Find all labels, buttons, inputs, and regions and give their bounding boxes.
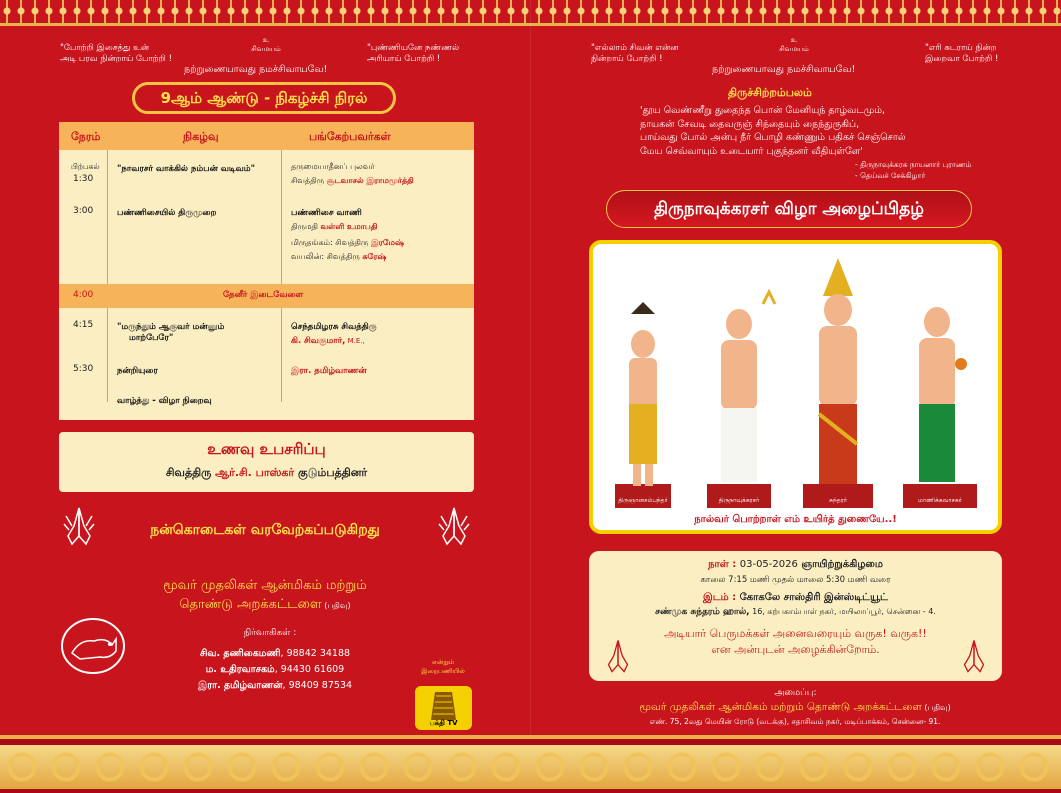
row4-event: நன்றியுரை — [117, 366, 158, 376]
event-address: சண்முக சுந்தரம் ஹால், 16, கற்பகாம்பாள் நகர், மயிலாப்பூர், சென்னை - 4. — [655, 607, 936, 617]
right-shivamayam: உ சிவமயம் — [779, 36, 809, 53]
row4-participant: இரா. தமிழ்வாணன் — [291, 366, 367, 376]
saint-label: திருநாவுக்கரசர் — [718, 497, 760, 504]
event-date: நாள் : 03-05-2026 ஞாயிற்றுக்கிழமை — [708, 559, 883, 570]
saint-label: மாணிக்கவாசகர் — [918, 497, 962, 504]
header-participants: பங்கேற்பவர்கள் — [309, 130, 391, 143]
left-nattrunai: நற்றுணையாவது நமச்சிவாயவே! — [184, 64, 328, 75]
left-quote-2: "புண்ணியனே நண்ணல் அரியாய் போற்றி ! — [367, 43, 460, 64]
schedule-header — [59, 122, 474, 150]
nandi-logo-icon — [60, 617, 126, 675]
row3-event: "மருந்தும் ஆகுவர் மன்னும் மாற்பேரே" — [117, 322, 225, 343]
organiser-name: மூவர் முதலிகள் ஆன்மிகம் மற்றும் தொண்டு அறக்கட்டளை (பதிவு) — [639, 701, 951, 713]
program-title: 9ஆம் ஆண்டு - நிகழ்ச்சி நிரல் — [132, 82, 396, 114]
verse-source: - திருநாவுக்கரசு நாயனார் புராணம் - தெய்வச் சேக்கிழார் — [855, 160, 972, 180]
row5-event: வாழ்த்து - விழா நிறைவு — [117, 396, 212, 406]
fold-line — [530, 0, 531, 735]
trust-name: மூவர் முதலிகள் ஆன்மிகம் மற்றும் தொண்டு அறக்கட்டளை (பதிவு) — [163, 578, 367, 612]
praying-hands-icon — [959, 637, 989, 675]
invitation-title: திருநாவுக்கரசர் விழா அழைப்பிதழ் — [606, 190, 972, 228]
admin-3: இரா. தமிழ்வாணன், 98409 87534 — [197, 680, 353, 691]
saint-label: திருஞானசம்பந்தர் — [618, 497, 668, 504]
praying-hands-icon — [437, 504, 471, 548]
col-divider — [107, 308, 108, 402]
right-nattrunai: நற்றுணையாவது நமச்சிவாயவே! — [712, 64, 856, 75]
saint-label: சுந்தரர் — [829, 497, 847, 504]
row3-time: 4:15 — [73, 320, 94, 330]
col-divider — [107, 150, 108, 284]
admin-1: சிவ. தணிகைமணி, 98842 34188 — [199, 648, 351, 659]
verse: 'தூய வெண்ணீறு துதைந்த பொன் மேனியுந் தாழ்வடமும், நாயகன் சேவடி தைவருஞ் சிந்தையும் நைந்துருகிப், பாய்வது போல் அன்பு நீர் பொழி கண்ணும் பதிகச் செஞ்சொல் மேய செவ்வாயும் உடையார் புகுந்தனர் வீதியுள்ளே' — [640, 105, 906, 157]
row2-event: பண்ணிசையில் திருமுறை — [117, 208, 217, 218]
organiser-label: அமைப்பு: — [774, 688, 817, 698]
row1-time: 1:30 — [73, 174, 94, 184]
food-box — [59, 432, 474, 492]
row1-time-label: பிற்பகல் — [71, 162, 100, 171]
bakthi-tagline: என்றும் இறைபணியில் — [421, 658, 465, 675]
row2-participant: பண்ணிசை வாணி — [291, 208, 362, 218]
row2-mridangam: மிருதங்கம்: சிவத்திரு இரமேஷ் — [291, 238, 404, 247]
row2-participant-name: திருமதி வள்ளி உமாபதி — [291, 222, 378, 231]
left-quote-1: "போற்றி இசைத்து உன் அடி பரவ நின்றாய் போற்றி ! — [60, 43, 172, 64]
break-time: 4:00 — [73, 290, 94, 300]
schedule-table — [59, 122, 474, 420]
right-quote-2: "எரி சுடராய் நின்ற இறைவா போற்றி ! — [925, 43, 999, 64]
row3-participant-name: கி. சிவகுமார், M.E., — [291, 336, 365, 346]
bottom-border — [0, 735, 1061, 793]
row1-participant-name: சிவத்திரு சூடவாசல் இராமமூர்த்தி — [291, 176, 414, 185]
right-quote-1: "எல்லாம் சிவன் என்ன நின்றாய் போற்றி ! — [591, 43, 679, 64]
row1-event: "நாவரசர் வாக்கில் நம்பன் வடிவம்" — [117, 164, 256, 174]
row2-violin: வயலின்: சிவத்திரு சுரேஷ் — [291, 252, 387, 261]
praying-hands-icon — [603, 637, 633, 675]
row3-participant: செந்தமிழரசு சிவத்திரு — [291, 322, 377, 332]
col-divider — [281, 150, 282, 284]
event-venue: இடம் : கோகலே சாஸ்திரி இன்ஸ்டிட்யூட் — [702, 592, 889, 603]
sirappu-title: திருச்சிற்றம்பலம் — [728, 86, 812, 99]
event-details — [589, 551, 1002, 681]
col-divider — [281, 308, 282, 402]
admin-2: ம. உதிரவாசகம், 94430 61609 — [205, 664, 345, 675]
header-time: நேரம் — [71, 130, 101, 143]
break-row — [59, 284, 474, 308]
praying-hands-icon — [62, 504, 96, 548]
welcome-text: அடியார் பெருமக்கள் அனைவரையும் வருக! வருக!! என அன்புடன் அழைக்கின்றோம். — [664, 627, 927, 656]
food-sponsor: சிவத்திரு ஆர்.சி. பாஸ்கர் குடும்பத்தினர் — [165, 466, 368, 479]
admins-list — [140, 646, 410, 694]
row1-participant: தருமையாதீனப் புலவர் — [291, 162, 375, 171]
event-time: காலை 7:15 மணி முதல் மாலை 5:30 மணி வரை — [700, 575, 891, 585]
admins-label: நிர்வாகிகள் : — [243, 628, 297, 638]
row2-time: 3:00 — [73, 206, 94, 216]
saints-caption: நால்வர் பொற்றாள் எம் உயிர்த் துணையே..! — [694, 514, 897, 525]
left-shivamayam: உ சிவமயம் — [251, 36, 281, 53]
header-event: நிகழ்வு — [183, 130, 219, 143]
row4-time: 5:30 — [73, 364, 94, 374]
donations-text: நன்கொடைகள் வரவேற்கப்படுகிறது — [150, 522, 380, 538]
saints-photo — [589, 240, 1002, 534]
organiser-address: எண். 75, 2வது மெயின் ரோடு (வடக்கு), சதாசிவம் நகர், மடிப்பாக்கம், சென்னை- 91. — [649, 717, 941, 726]
saints-illustration — [593, 244, 998, 530]
bakthi-tv-logo: பக்தி TV — [415, 686, 472, 730]
food-title: உணவு உபசரிப்பு — [207, 440, 326, 458]
break-label: தேனீர் இடைவேளை — [223, 290, 304, 300]
